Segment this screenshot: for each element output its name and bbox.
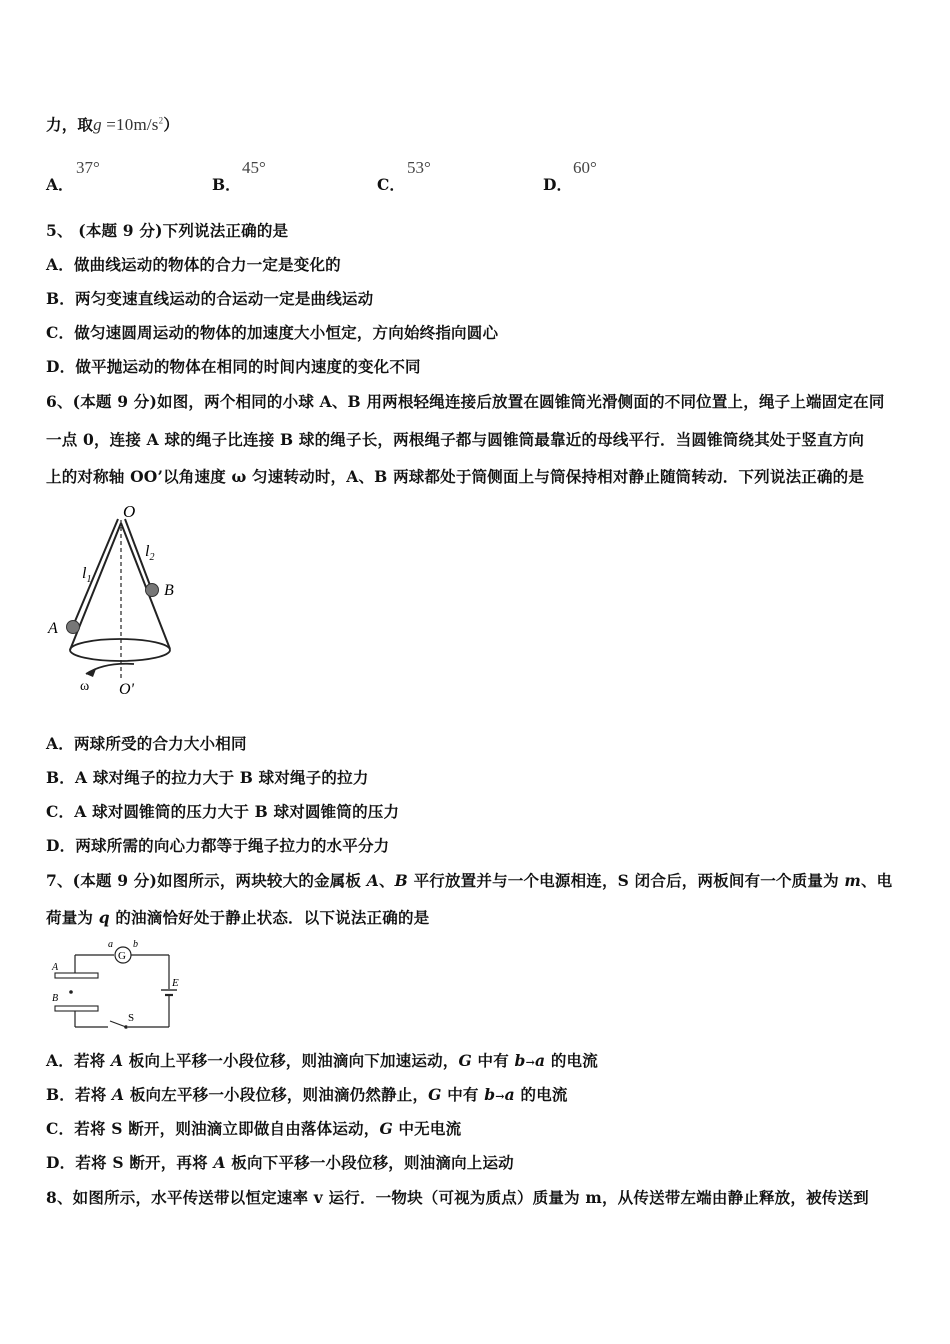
q4-option-c-value: 53° [407, 158, 431, 177]
q7-option-b: B．若将 A 板向左平移一小段位移，则油滴仍然静止，G 中有 b→a 的电流 [46, 1085, 568, 1104]
q4-option-d-value: 60° [573, 158, 597, 177]
q6-option-b: B．A 球对绳子的拉力大于 B 球对绳子的拉力 [46, 768, 369, 787]
q4-option-b-label: B． [212, 175, 241, 194]
q6-stem-line-2: 一点 0，连接 A 球的绳子比连接 B 球的绳子长，两根绳子都与圆锥筒最靠近的母线平行．当圆锥筒绕其处于竖直方向 [46, 430, 865, 449]
label-omega: ω [80, 679, 90, 694]
label-e: E [172, 977, 179, 989]
label-a-small: a [108, 939, 113, 950]
q4-tail-line [46, 113, 179, 135]
label-b-small: b [133, 939, 138, 950]
q7-option-d: D．若将 S 断开，再将 A 板向下平移一小段位移，则油滴向上运动 [46, 1153, 514, 1172]
q6-option-c: C．A 球对圆锥筒的压力大于 B 球对圆锥筒的压力 [46, 802, 400, 821]
q5-option-b: B．两匀变速直线运动的合运动一定是曲线运动 [46, 289, 374, 308]
q4-option-b-value: 45° [242, 158, 266, 177]
q7-stem-line-2: 荷量为 q 的油滴恰好处于静止状态．以下说法正确的是 [46, 908, 430, 927]
q5-option-d: D．做平抛运动的物体在相同的时间内速度的变化不同 [46, 357, 421, 376]
q6-option-d: D．两球所需的向心力都等于绳子拉力的水平分力 [46, 836, 390, 855]
switch-lever [110, 1021, 126, 1027]
q7-option-c: C．若将 S 断开，则油滴立即做自由落体运动，G 中无电流 [46, 1119, 462, 1138]
rope-l1 [73, 519, 118, 626]
q6-option-a: A．两球所受的合力大小相同 [46, 734, 247, 753]
q5-stem: 5、 (本题 9 分)下列说法正确的是 [46, 221, 289, 240]
q4-option-a-label: A． [46, 175, 74, 194]
plate-b [55, 1006, 98, 1011]
cone-figure [44, 498, 194, 703]
label-plate-a: A [52, 962, 59, 973]
label-b: B [164, 582, 174, 599]
q4-option-a-value: 37° [76, 158, 100, 177]
q4-option-d-label: D． [543, 175, 572, 194]
ball-a [67, 621, 80, 634]
q6-stem-line-1: 6、(本题 9 分)如图，两个相同的小球 A、B 用两根轻绳连接后放置在圆锥筒光滑侧面的不同位置上，绳子上端固定在同 [46, 392, 885, 411]
label-o: O [123, 502, 136, 521]
q4-formula: $g =10m/s^2$ [93, 115, 164, 134]
cone-right-edge [121, 523, 170, 649]
label-a: A [48, 620, 58, 637]
cone-base [70, 639, 170, 661]
label-l2: $l_2$ [145, 543, 155, 563]
label-g: G [118, 950, 126, 962]
q4-prefix: 力，取 [46, 115, 94, 134]
q5-option-a: A．做曲线运动的物体的合力一定是变化的 [46, 255, 341, 274]
q4-suffix: ） [163, 115, 180, 134]
label-o-prime: O' [119, 681, 134, 698]
ball-b [146, 584, 159, 597]
plate-a [55, 973, 98, 978]
q5-option-c: C．做匀速圆周运动的物体的加速度大小恒定，方向始终指向圆心 [46, 323, 499, 342]
label-s: S [128, 1012, 135, 1024]
q4-option-c-label: C． [377, 175, 405, 194]
oil-drop [69, 990, 73, 994]
q7-stem-line-1: 7、(本题 9 分)如图所示，两块较大的金属板 A、B 平行放置并与一个电源相连，S 闭合后，两板间有一个质量为 m、电 [46, 871, 893, 890]
label-l1: $l_1$ [82, 565, 92, 585]
q7-option-a: A．若将 A 板向上平移一小段位移，则油滴向下加速运动，G 中有 b→a 的电流 [46, 1051, 598, 1070]
circuit-figure [44, 938, 189, 1033]
q8-stem: 8、如图所示，水平传送带以恒定速率 v 运行．一物块（可视为质点）质量为 m，从传送带左端由静止释放，被传送到 [46, 1188, 869, 1207]
q6-stem-line-3: 上的对称轴 OO’以角速度 ω 匀速转动时，A、B 两球都处于筒侧面上与筒保持相对静止随筒转动．下列说法正确的是 [46, 467, 865, 486]
label-plate-b: B [52, 993, 59, 1004]
